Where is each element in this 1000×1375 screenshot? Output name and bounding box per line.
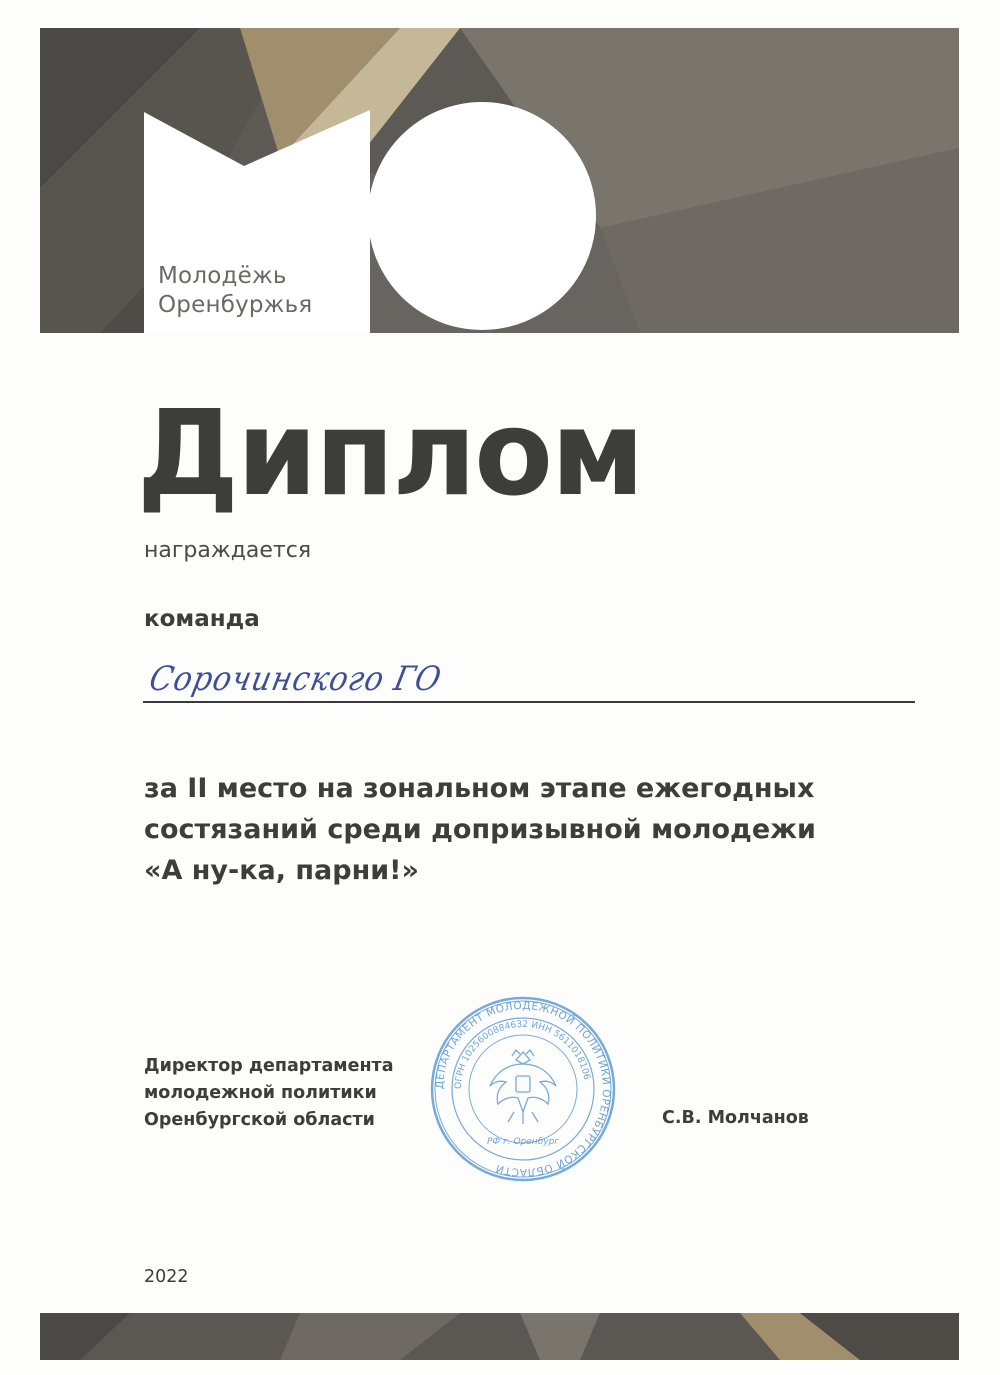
awarded-text: награждается <box>144 538 312 563</box>
signer-line-1: Директор департамента <box>144 1056 394 1076</box>
reason-line-2: состязаний среди допризывной молодежи <box>144 814 816 845</box>
team-label: команда <box>144 606 260 632</box>
seal-graphic <box>428 994 618 1184</box>
award-reason <box>144 768 904 891</box>
footer-banner <box>40 1313 959 1360</box>
team-name-handwritten: Сорочинского ГО <box>145 659 446 700</box>
signer-line-3: Оренбургской области <box>144 1110 375 1130</box>
signer-name: С.В. Молчанов <box>662 1108 809 1128</box>
team-name-underline <box>143 701 915 703</box>
reason-line-3: «А ну-ка, парни!» <box>144 855 419 886</box>
seal-inner-text: ОГРН 1025600884632 ИНН 5611018106 <box>453 1019 592 1090</box>
seal-outer-text: ДЕПАРТАМЕНТ МОЛОДЕЖНОЙ ПОЛИТИКИ ОРЕНБУРГСКОЙ ОБЛАСТИ <box>433 999 613 1179</box>
signer-title <box>144 1053 394 1134</box>
brand-line-1: Молодёжь <box>158 263 287 289</box>
svg-text:ОГРН 1025600884632 ИНН 5611018 <box>454 1020 591 1089</box>
seal-bottom-text: РФ г. Оренбург <box>486 1137 560 1147</box>
logo-o-shape <box>368 102 596 330</box>
brand-line-2: Оренбуржья <box>158 292 313 318</box>
header-banner <box>40 28 959 333</box>
signer-line-2: молодежной политики <box>144 1083 377 1103</box>
diploma-title: Диплом <box>137 384 643 522</box>
reason-line-1: за II место на зональном этапе ежегодных <box>144 773 815 804</box>
year: 2022 <box>144 1267 189 1287</box>
brand-name <box>158 262 312 320</box>
eagle-emblem-icon <box>490 1050 556 1124</box>
footer-graphic <box>40 1313 959 1360</box>
official-seal-stamp <box>428 994 618 1184</box>
